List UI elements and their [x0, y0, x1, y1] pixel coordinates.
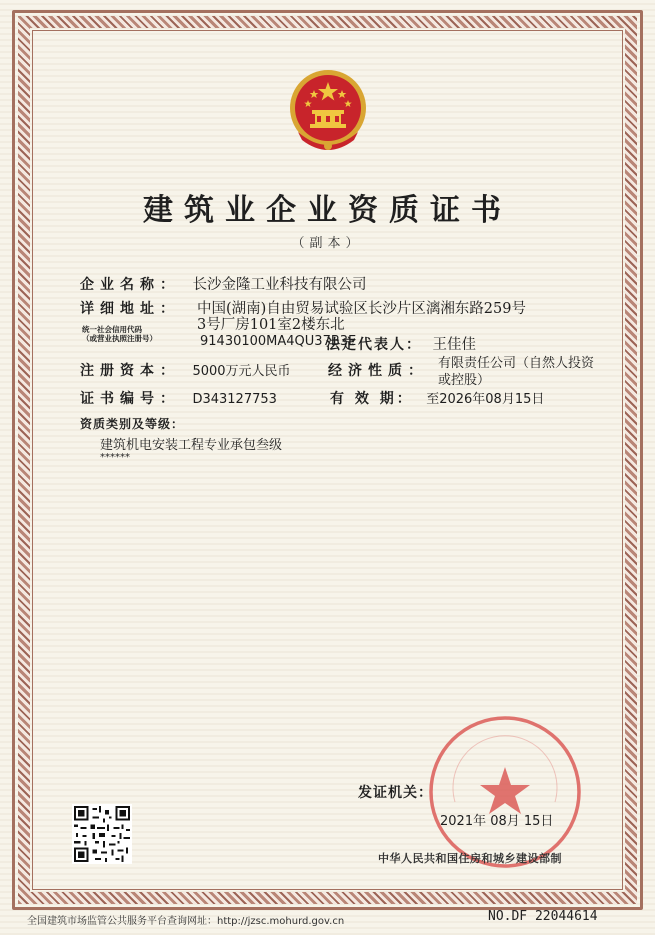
- address-line-1: 中国(湖南)自由贸易试验区长沙片区漓湘东路259号: [197, 301, 526, 317]
- certificate-subtitle: （副本）: [291, 236, 364, 251]
- cert-no-value: D343127753: [192, 392, 277, 407]
- credit-code-label-line-1: 统一社会信用代码: [82, 325, 142, 334]
- econ-type-row: [328, 360, 428, 380]
- econ-type-label: 经济性质：: [328, 363, 428, 379]
- validity-row: [330, 388, 544, 408]
- validity-value: 至2026年08月15日: [426, 392, 545, 407]
- cert-no-row: [80, 388, 277, 408]
- issuer-name: 中华人民共和国住房和城乡建设部制: [378, 852, 562, 865]
- qualification-label: [80, 415, 184, 432]
- qualification-mark: ******: [100, 452, 130, 463]
- address-line-2: 3号厂房101室2楼东北: [197, 317, 345, 333]
- company-name-value: 长沙金隆工业科技有限公司: [192, 277, 367, 293]
- footer-query-url: 全国建筑市场监管公共服务平台查询网址：http://jzsc.mohurd.gov.cn: [27, 916, 345, 927]
- cert-no-label: 证书编号：: [80, 391, 180, 407]
- issuing-authority-row: [358, 782, 433, 802]
- capital-value: 5000万元人民币: [192, 364, 291, 379]
- official-seal-icon: [425, 712, 585, 872]
- econ-type-line-2: 或控股）: [438, 373, 491, 388]
- legal-rep-label: 法定代表人：: [326, 337, 422, 353]
- serial-number: NO.DF 22044614: [488, 909, 598, 924]
- company-name-label: 企业名称：: [80, 277, 180, 293]
- econ-type-line-1: 有限责任公司（自然人投资: [438, 356, 595, 371]
- certificate-title: 建筑业企业资质证书: [143, 193, 512, 228]
- qualification-value: 建筑机电安装工程专业承包叁级: [100, 438, 283, 453]
- qualification-label-text: 资质类别及等级：: [80, 417, 185, 431]
- credit-code-label: [82, 325, 157, 343]
- capital-label: 注册资本：: [80, 363, 180, 379]
- address-label: 详细地址：: [80, 301, 180, 317]
- credit-code-label-line-2: （或营业执照注册号）: [82, 334, 157, 343]
- issuing-authority-label: 发证机关：: [358, 785, 433, 801]
- qr-code-icon: [72, 804, 132, 864]
- credit-code-value: 91430100MA4QU37B3E: [200, 334, 357, 349]
- address-row: [80, 298, 180, 318]
- national-emblem-icon: [284, 66, 372, 156]
- capital-row: [80, 360, 291, 380]
- legal-rep-value: 王佳佳: [432, 337, 476, 353]
- issue-date: 2021年 08月 15日: [440, 814, 554, 829]
- company-name-row: [80, 273, 366, 294]
- validity-label: 有 效 期：: [330, 391, 414, 407]
- legal-rep-row: [326, 333, 476, 354]
